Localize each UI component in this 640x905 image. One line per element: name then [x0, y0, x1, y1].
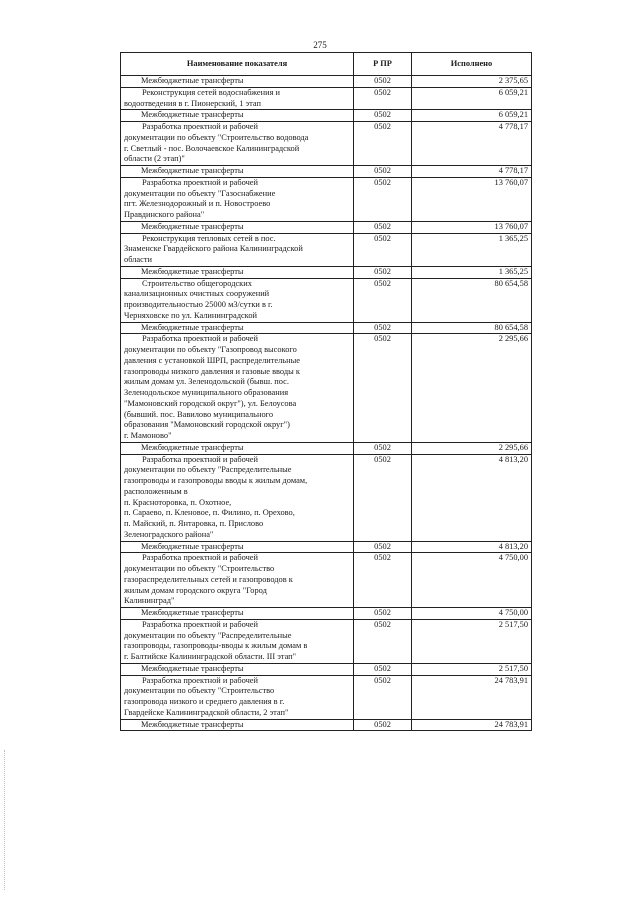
row-code: 0502 — [354, 663, 412, 675]
row-code: 0502 — [354, 334, 412, 443]
row-code: 0502 — [354, 675, 412, 719]
row-code: 0502 — [354, 76, 412, 88]
row-name: Межбюджетные трансферты — [141, 663, 244, 673]
row-name: Разработка проектной и рабочей документации по объекту "Газоснабжение пгт. Железнодорожный и п. Новостроево Правдинского района" — [124, 177, 276, 219]
item-row — [121, 87, 532, 110]
table-header-row — [121, 53, 532, 76]
item-row — [121, 122, 532, 166]
row-code: 0502 — [354, 541, 412, 553]
row-amount: 24 783,91 — [412, 719, 532, 731]
row-name: Разработка проектной и рабочей документации по объекту "Строительство газопровода низкого и среднего давления в г. Гвардейске Калининградской области, 2 этап" — [124, 675, 289, 717]
row-amount: 4 778,17 — [412, 166, 532, 178]
row-name-cell — [121, 177, 354, 221]
row-code: 0502 — [354, 110, 412, 122]
row-amount: 6 059,21 — [412, 110, 532, 122]
item-row — [121, 177, 532, 221]
row-code: 0502 — [354, 266, 412, 278]
row-code: 0502 — [354, 87, 412, 110]
row-name: Разработка проектной и рабочей документации по объекту "Распределительные газопроводы, газопроводы-вводы к жилым домам в г. Балтийске Калининградской области. III этап" — [124, 619, 308, 661]
row-name: Разработка проектной и рабочей документации по объекту "Строительство газораспределительных сетей и газопроводов к жилым домам городского округа "Город Калининград" — [124, 553, 293, 606]
item-row — [121, 619, 532, 663]
row-name: Межбюджетные трансферты — [141, 76, 244, 85]
row-code: 0502 — [354, 122, 412, 166]
row-name: Межбюджетные трансферты — [141, 541, 244, 551]
row-amount: 4 813,20 — [412, 541, 532, 553]
row-name-cell — [121, 221, 354, 233]
row-name: Разработка проектной и рабочей документации по объекту "Распределительные газопроводы и газопроводы вводы к жилым домам, расположенным в п. Красноторовка, п. Охотное, п. Сараево, п. Кленовое, п. Филино, п. Орехово, п. Майский, п. Янтаровка, п. Прислово Зеленоградского района" — [124, 454, 308, 539]
row-amount: 24 783,91 — [412, 675, 532, 719]
row-name-cell — [121, 442, 354, 454]
row-amount: 6 059,21 — [412, 87, 532, 110]
row-code: 0502 — [354, 233, 412, 266]
row-name-cell — [121, 553, 354, 608]
transfer-row — [121, 166, 532, 178]
row-name-cell — [121, 541, 354, 553]
row-amount: 2 517,50 — [412, 619, 532, 663]
row-amount: 1 365,25 — [412, 233, 532, 266]
budget-execution-table — [120, 52, 532, 731]
row-name-cell — [121, 334, 354, 443]
row-amount: 2 517,50 — [412, 663, 532, 675]
row-code: 0502 — [354, 442, 412, 454]
row-amount: 4 813,20 — [412, 454, 532, 541]
row-name-cell — [121, 719, 354, 731]
transfer-row — [121, 719, 532, 731]
row-code: 0502 — [354, 608, 412, 620]
row-amount: 2 375,65 — [412, 76, 532, 88]
transfer-row — [121, 322, 532, 334]
row-amount: 80 654,58 — [412, 322, 532, 334]
transfer-row — [121, 442, 532, 454]
row-name: Межбюджетные трансферты — [141, 322, 244, 332]
row-name-cell — [121, 122, 354, 166]
row-code: 0502 — [354, 454, 412, 541]
row-name: Межбюджетные трансферты — [141, 442, 244, 452]
row-code: 0502 — [354, 553, 412, 608]
item-row — [121, 334, 532, 443]
row-name-cell — [121, 110, 354, 122]
scan-margin-artifact — [4, 750, 7, 890]
row-name: Межбюджетные трансферты — [141, 719, 244, 729]
row-name-cell — [121, 322, 354, 334]
row-amount: 2 295,66 — [412, 334, 532, 443]
row-code: 0502 — [354, 166, 412, 178]
row-name: Разработка проектной и рабочей документации по объекту "Газопровод высокого давления с установкой ШРП, распределительные газопроводы низкого давления и газовые вводы к жилым домам ул. Зеленодольской (бывш. пос. Зеленодольское муниципального образования "Мамоновский городской округ"), ул. Белоусова (бывший. пос. Вавилово муниципального образования "Мамоновский городской округ") г. Мамоново" — [124, 334, 300, 440]
row-code: 0502 — [354, 221, 412, 233]
row-amount: 4 750,00 — [412, 553, 532, 608]
item-row — [121, 675, 532, 719]
row-name-cell — [121, 663, 354, 675]
transfer-row — [121, 608, 532, 620]
transfer-row — [121, 76, 532, 88]
row-name: Реконструкция сетей водоснабжения и водоотведения в г. Пионерский, 1 этап — [124, 87, 281, 108]
table-body — [121, 76, 532, 731]
row-name-cell — [121, 76, 354, 88]
item-row — [121, 233, 532, 266]
row-amount: 4 750,00 — [412, 608, 532, 620]
row-name: Строительство общегородских канализационных очистных сооружений производительностью 25000 м3/сутки в г. Черняховске по ул. Калининградской — [124, 278, 273, 320]
row-name: Межбюджетные трансферты — [141, 221, 244, 231]
header-name: Наименование показателя — [121, 53, 354, 76]
row-amount: 2 295,66 — [412, 442, 532, 454]
item-row — [121, 454, 532, 541]
row-name: Межбюджетные трансферты — [141, 266, 244, 276]
row-amount: 1 365,25 — [412, 266, 532, 278]
page-number: 275 — [313, 40, 327, 50]
row-code: 0502 — [354, 719, 412, 731]
row-name: Разработка проектной и рабочей документации по объекту "Строительство водовода г. Светлый - пос. Волочаевское Калининградской области (2 этап)" — [124, 122, 309, 164]
row-name-cell — [121, 266, 354, 278]
row-code: 0502 — [354, 278, 412, 322]
row-name: Реконструкция тепловых сетей в пос. Знаменске Гвардейского района Калининградской области — [124, 233, 303, 264]
row-amount: 13 760,07 — [412, 221, 532, 233]
row-code: 0502 — [354, 177, 412, 221]
transfer-row — [121, 110, 532, 122]
row-name: Межбюджетные трансферты — [141, 110, 244, 120]
row-name: Межбюджетные трансферты — [141, 166, 244, 175]
row-name-cell — [121, 87, 354, 110]
row-name-cell — [121, 166, 354, 178]
row-name: Межбюджетные трансферты — [141, 608, 244, 617]
item-row — [121, 553, 532, 608]
header-code: Р ПР — [354, 53, 412, 76]
row-amount: 13 760,07 — [412, 177, 532, 221]
row-name-cell — [121, 278, 354, 322]
header-amount: Исполнено — [412, 53, 532, 76]
row-amount: 4 778,17 — [412, 122, 532, 166]
item-row — [121, 278, 532, 322]
row-name-cell — [121, 454, 354, 541]
row-name-cell — [121, 608, 354, 620]
row-name-cell — [121, 619, 354, 663]
row-code: 0502 — [354, 322, 412, 334]
row-amount: 80 654,58 — [412, 278, 532, 322]
transfer-row — [121, 663, 532, 675]
transfer-row — [121, 266, 532, 278]
row-code: 0502 — [354, 619, 412, 663]
row-name-cell — [121, 233, 354, 266]
transfer-row — [121, 221, 532, 233]
row-name-cell — [121, 675, 354, 719]
transfer-row — [121, 541, 532, 553]
